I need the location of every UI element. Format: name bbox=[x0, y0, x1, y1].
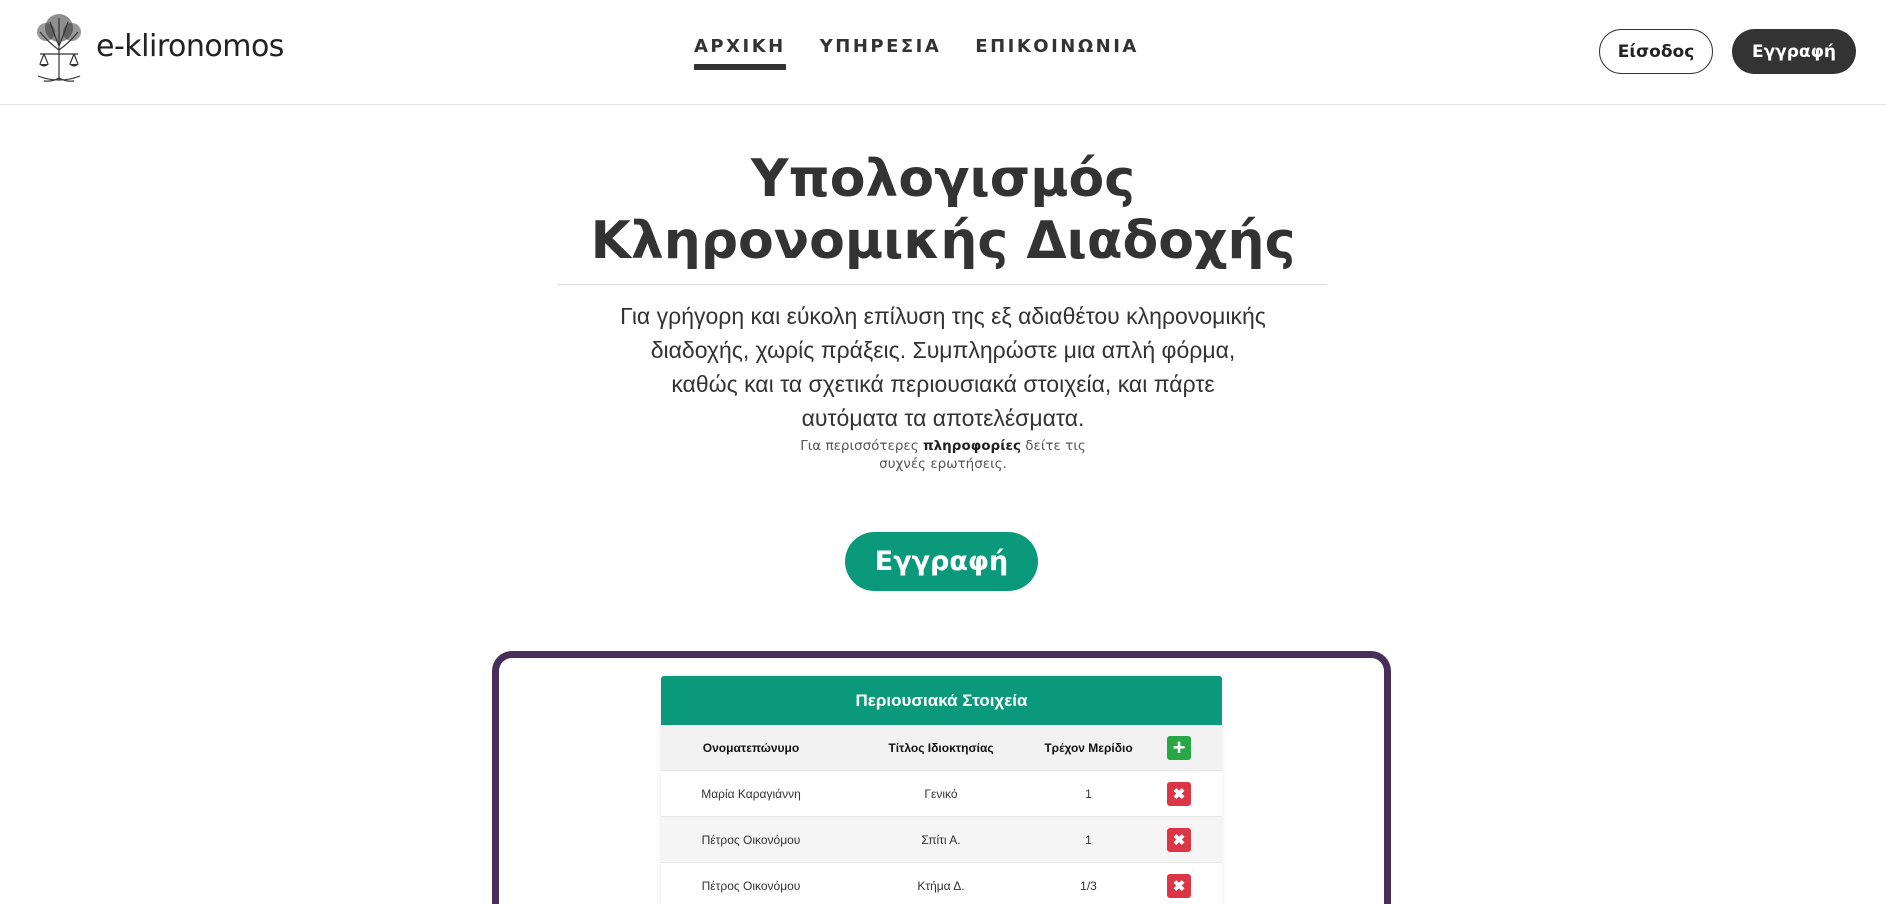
hero-description: Για γρήγορη και εύκολη επίλυση της εξ αδιαθέτου κληρονομικής διαδοχής, χωρίς πράξεις. Συμπληρώστε μια απλή φόρμα, καθώς και τα σχετικά περιουσιακά στοιχεία, και πάρτε αυτόματα τα αποτελέσματα. bbox=[620, 303, 1266, 431]
cell-name: Πέτρος Οικονόμου bbox=[701, 878, 801, 893]
delete-row-icon[interactable]: ✖ bbox=[1167, 782, 1191, 806]
info-link[interactable]: πληροφορίες bbox=[922, 438, 1021, 454]
faq-note bbox=[778, 437, 1108, 473]
tree-scales-logo-icon bbox=[28, 10, 90, 82]
cell-name: Πέτρος Οικονόμου bbox=[701, 832, 801, 847]
cell-share: 1 bbox=[1085, 786, 1092, 801]
delete-row-icon[interactable]: ✖ bbox=[1167, 874, 1191, 898]
table-row bbox=[661, 771, 1222, 817]
table-row bbox=[661, 863, 1222, 904]
add-row-icon[interactable]: + bbox=[1167, 736, 1191, 760]
page-title-line-1: Υπολογισμός bbox=[750, 149, 1136, 209]
brand-name: e-klironomos bbox=[96, 28, 284, 64]
nav-item-contact[interactable]: ΕΠΙΚΟΙΝΩΝΙΑ bbox=[975, 36, 1139, 57]
assets-card-title: Περιουσιακά Στοιχεία bbox=[661, 676, 1222, 725]
nav-item-service[interactable]: ΥΠΗΡΕΣΙΑ bbox=[819, 36, 942, 57]
delete-row-icon[interactable]: ✖ bbox=[1167, 828, 1191, 852]
column-header-share: Τρέχον Μερίδιο bbox=[1044, 740, 1133, 755]
faq-note-prefix: Για περισσότερες bbox=[800, 438, 923, 454]
login-button[interactable]: Είσοδος bbox=[1599, 29, 1713, 74]
column-header-name: Ονοματεπώνυμο bbox=[702, 740, 800, 755]
cell-title: Σπίτι Α. bbox=[921, 832, 961, 847]
register-cta-button[interactable]: Εγγραφή bbox=[845, 532, 1038, 591]
logo[interactable] bbox=[28, 10, 284, 82]
cell-title: Γενικό bbox=[924, 786, 958, 801]
cell-share: 1/3 bbox=[1080, 878, 1097, 893]
cell-share: 1 bbox=[1085, 832, 1092, 847]
cell-title: Κτήμα Δ. bbox=[917, 878, 965, 893]
nav-item-home[interactable]: ΑΡΧΙΚΗ bbox=[694, 36, 786, 69]
register-button-header[interactable]: Εγγραφή bbox=[1732, 29, 1856, 74]
table-row bbox=[661, 817, 1222, 863]
page-title bbox=[560, 148, 1326, 272]
main-nav bbox=[694, 36, 1139, 69]
assets-card bbox=[661, 676, 1222, 904]
cell-name: Μαρία Καραγιάννη bbox=[701, 786, 801, 801]
table-header-row bbox=[661, 725, 1222, 771]
column-header-title: Τίτλος Ιδιοκτησίας bbox=[888, 740, 994, 755]
title-divider bbox=[558, 284, 1327, 285]
page-title-line-2: Κληρονομικής Διαδοχής bbox=[590, 211, 1296, 271]
site-header bbox=[0, 0, 1886, 105]
faq-note-suffix: δείτε τις συχνές ερωτήσεις. bbox=[879, 438, 1086, 472]
